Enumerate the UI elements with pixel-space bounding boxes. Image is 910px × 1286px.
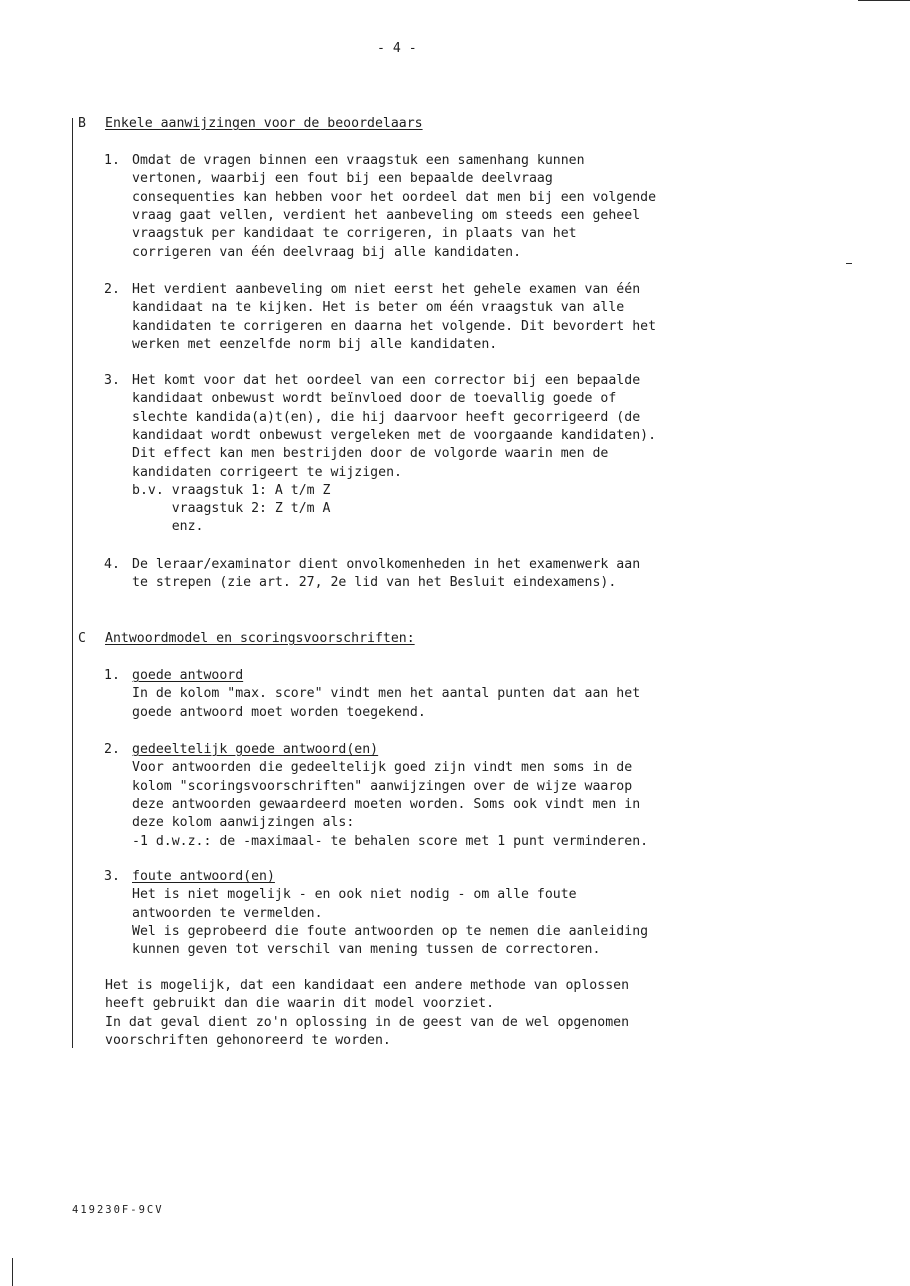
list-item-line: Omdat de vragen binnen een vraagstuk een samenhang kunnen	[132, 153, 585, 168]
section-b-title: Enkele aanwijzingen voor de beoordelaars	[105, 116, 423, 131]
list-item-line: Voor antwoorden die gedeeltelijk goed zijn vindt men soms in de	[132, 760, 633, 776]
side-tick-mark	[846, 263, 852, 264]
list-item-line: Wel is geprobeerd die foute antwoorden op te nemen die aanleiding	[132, 923, 649, 939]
list-item-line: consequenties kan hebben voor het oordeel dat men bij een volgende	[132, 189, 657, 205]
list-item-line: De leraar/examinator dient onvolkomenheden in het examenwerk aan	[132, 557, 641, 572]
margin-bar	[72, 118, 73, 1048]
list-item-line: antwoorden te vermelden.	[132, 905, 323, 921]
list-item-number: 3.	[104, 869, 120, 884]
list-item-line: corrigeren van één deelvraag bij alle kandidaten.	[132, 244, 522, 260]
page-number: - 4 -	[377, 41, 417, 56]
list-item-line: goede antwoord moet worden toegekend.	[132, 704, 426, 720]
list-item-line: vertonen, waarbij een fout bij een bepaalde deelvraag	[132, 171, 553, 187]
list-item-line: Het komt voor dat het oordeel van een corrector bij een bepaalde	[132, 373, 641, 388]
list-item-line: werken met eenzelfde norm bij alle kandidaten.	[132, 336, 498, 352]
closing-line: Het is mogelijk, dat een kandidaat een andere methode van oplossen	[105, 978, 630, 993]
document-code: 419230F-9CV	[72, 1204, 164, 1216]
bottom-left-mark	[12, 1258, 13, 1286]
list-item-number: 1.	[104, 153, 120, 168]
list-item-line: Het verdient aanbeveling om niet eerst het gehele examen van één	[132, 282, 641, 297]
list-item-line: Het is niet mogelijk - en ook niet nodig - om alle foute	[132, 887, 577, 903]
list-item-line: kunnen geven tot verschil van mening tussen de correctoren.	[132, 942, 601, 958]
closing-line: In dat geval dient zo'n oplossing in de geest van de wel opgenomen	[105, 1014, 630, 1030]
list-item-line: kandidaten te corrigeren en daarna het volgende. Dit bevordert het	[132, 318, 657, 334]
list-item-line: deze antwoorden gewaardeerd moeten worden. Soms ook vindt men in	[132, 796, 641, 812]
closing-line: heeft gebruikt dan die waarin dit model voorziet.	[105, 996, 495, 1012]
list-item-line: vraagstuk 2: Z t/m A	[132, 501, 331, 517]
list-item-line: kandidaat na te kijken. Het is beter om één vraagstuk van alle	[132, 300, 625, 316]
list-item-line: kolom "scoringsvoorschriften" aanwijzingen over de wijze waarop	[132, 778, 633, 794]
list-item-number: 1.	[104, 668, 120, 683]
list-item-line: kandidaat wordt onbewust vergeleken met de voorgaande kandidaten).	[132, 427, 657, 443]
list-item-number: 2.	[104, 282, 120, 297]
list-item-line: te strepen (zie art. 27, 2e lid van het Besluit eindexamens).	[132, 575, 617, 591]
list-item-number: 3.	[104, 373, 120, 388]
list-item-line: -1 d.w.z.: de -maximaal- te behalen score met 1 punt verminderen.	[132, 833, 649, 849]
list-item-line: kandidaten corrigeert te wijzigen.	[132, 464, 402, 480]
list-item-line: deze kolom aanwijzingen als:	[132, 815, 355, 831]
list-item-number: 2.	[104, 742, 120, 757]
closing-line: voorschriften gehonoreerd te worden.	[105, 1032, 391, 1048]
list-item-line: b.v. vraagstuk 1: A t/m Z	[132, 482, 331, 498]
list-item-line: vraag gaat vellen, verdient het aanbeveling om steeds een geheel	[132, 207, 641, 223]
list-item-heading: gedeeltelijk goede antwoord(en)	[132, 742, 379, 757]
list-item-line: In de kolom "max. score" vindt men het aantal punten dat aan het	[132, 686, 641, 702]
section-c-title: Antwoordmodel en scoringsvoorschriften:	[105, 631, 415, 646]
list-item-line: slechte kandida(a)t(en), die hij daarvoor heeft gecorrigeerd (de	[132, 409, 641, 425]
list-item-heading: goede antwoord	[132, 668, 244, 683]
top-right-mark	[858, 0, 910, 1]
list-item-heading: foute antwoord(en)	[132, 869, 275, 884]
list-item-line: vraagstuk per kandidaat te corrigeren, in plaats van het	[132, 226, 577, 242]
section-c-letter: C	[78, 631, 86, 646]
section-b-letter: B	[78, 116, 86, 131]
list-item-line: kandidaat onbewust wordt beïnvloed door de toevallig goede of	[132, 391, 617, 407]
list-item-line: enz.	[132, 519, 204, 535]
list-item-number: 4.	[104, 557, 120, 572]
list-item-line: Dit effect kan men bestrijden door de volgorde waarin men de	[132, 446, 609, 462]
